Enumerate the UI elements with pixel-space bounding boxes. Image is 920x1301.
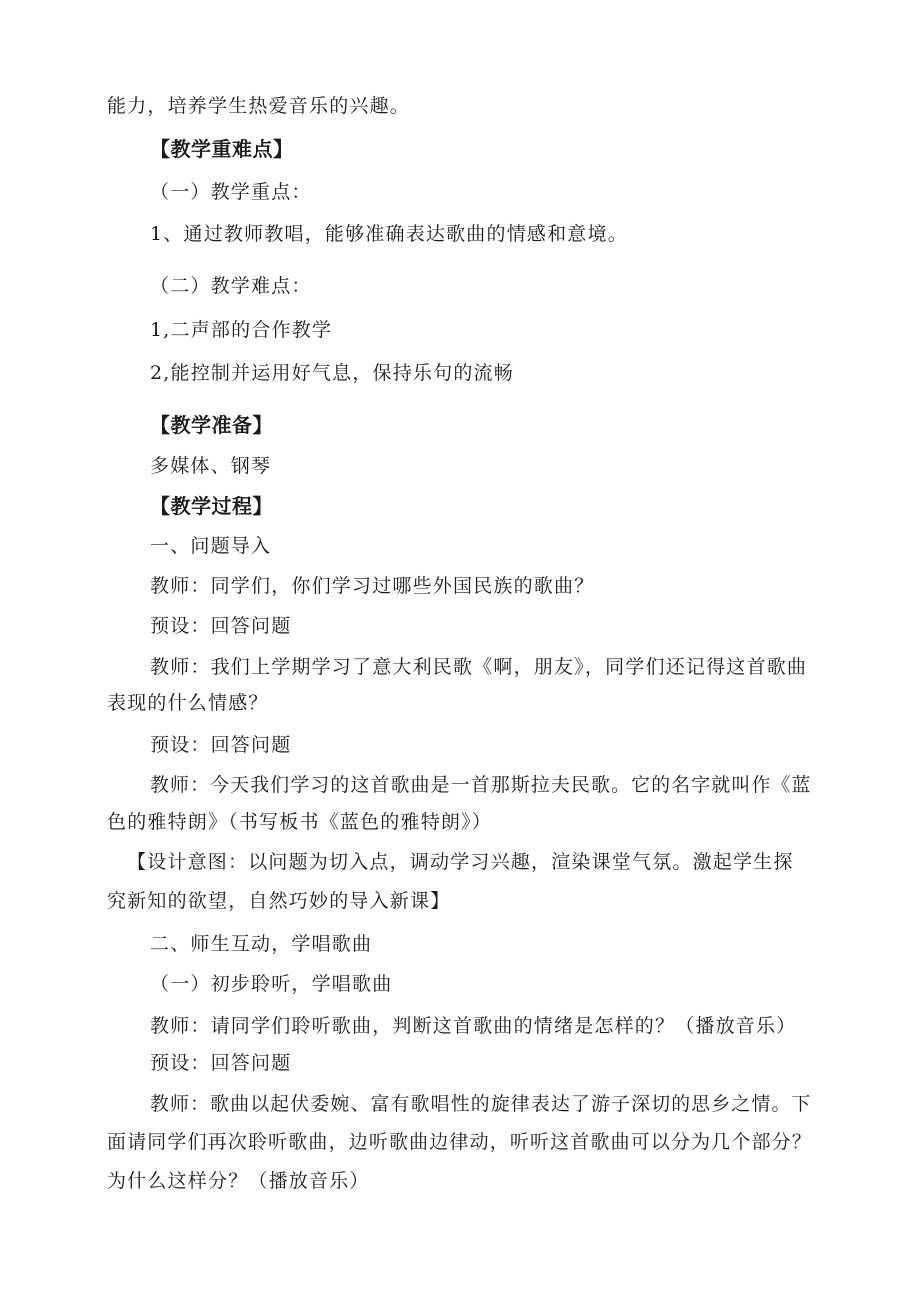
section-heading: 【教学重难点】 bbox=[150, 137, 294, 161]
paragraph-line: 预设：回答问题 bbox=[150, 615, 292, 637]
paragraph-line: 究新知的欲望，自然巧妙的导入新课】 bbox=[107, 890, 451, 912]
paragraph-line: 教师：我们上学期学习了意大利民歌《啊，朋友》，同学们还记得这首歌曲 bbox=[150, 656, 808, 678]
subsection-heading: （一）初步聆听，学唱歌曲 bbox=[150, 973, 393, 995]
paragraph-line: 教师：同学们，你们学习过哪些外国民族的歌曲？ bbox=[150, 575, 595, 597]
paragraph-line: 【设计意图：以问题为切入点，调动学习兴趣，渲染课堂气氛。激起学生探 bbox=[127, 851, 794, 873]
paragraph-line: 预设：回答问题 bbox=[150, 734, 292, 756]
paragraph-line: 教师：歌曲以起伏委婉、富有歌唱性的旋律表达了游子深切的思乡之情。下 bbox=[150, 1093, 812, 1115]
list-item: 1,二声部的合作教学 bbox=[150, 319, 333, 341]
paragraph-line: 能力，培养学生热爱音乐的兴趣。 bbox=[107, 95, 411, 117]
subsection-heading: 二、师生互动，学唱歌曲 bbox=[150, 933, 373, 955]
paragraph-line: 教师：今天我们学习的这首歌曲是一首那斯拉夫民歌。它的名字就叫作《蓝 bbox=[150, 774, 812, 796]
paragraph-line: 面请同学们再次聆听歌曲，边听歌曲边律动，听听这首歌曲可以分为几个部分？ bbox=[107, 1131, 813, 1153]
paragraph-line: 多媒体、钢琴 bbox=[150, 455, 272, 477]
subsection-heading: 一、问题导入 bbox=[150, 535, 272, 557]
subsection-heading: （一）教学重点： bbox=[150, 181, 312, 203]
list-item: 2,能控制并运用好气息，保持乐句的流畅 bbox=[150, 362, 514, 384]
paragraph-line: 表现的什么情感？ bbox=[107, 692, 269, 714]
paragraph-line: 教师：请同学们聆听歌曲，判断这首歌曲的情绪是怎样的？（播放音乐） bbox=[150, 1015, 797, 1037]
section-heading: 【教学过程】 bbox=[150, 494, 273, 518]
list-item: 1、通过教师教唱，能够准确表达歌曲的情感和意境。 bbox=[150, 223, 628, 245]
paragraph-line: 预设：回答问题 bbox=[150, 1052, 292, 1074]
paragraph-line: 色的雅特朗》（书写板书《蓝色的雅特朗》） bbox=[107, 811, 493, 833]
paragraph-line: 为什么这样分？（播放音乐） bbox=[107, 1170, 370, 1192]
section-heading: 【教学准备】 bbox=[150, 413, 273, 437]
subsection-heading: （二）教学难点： bbox=[150, 275, 312, 297]
